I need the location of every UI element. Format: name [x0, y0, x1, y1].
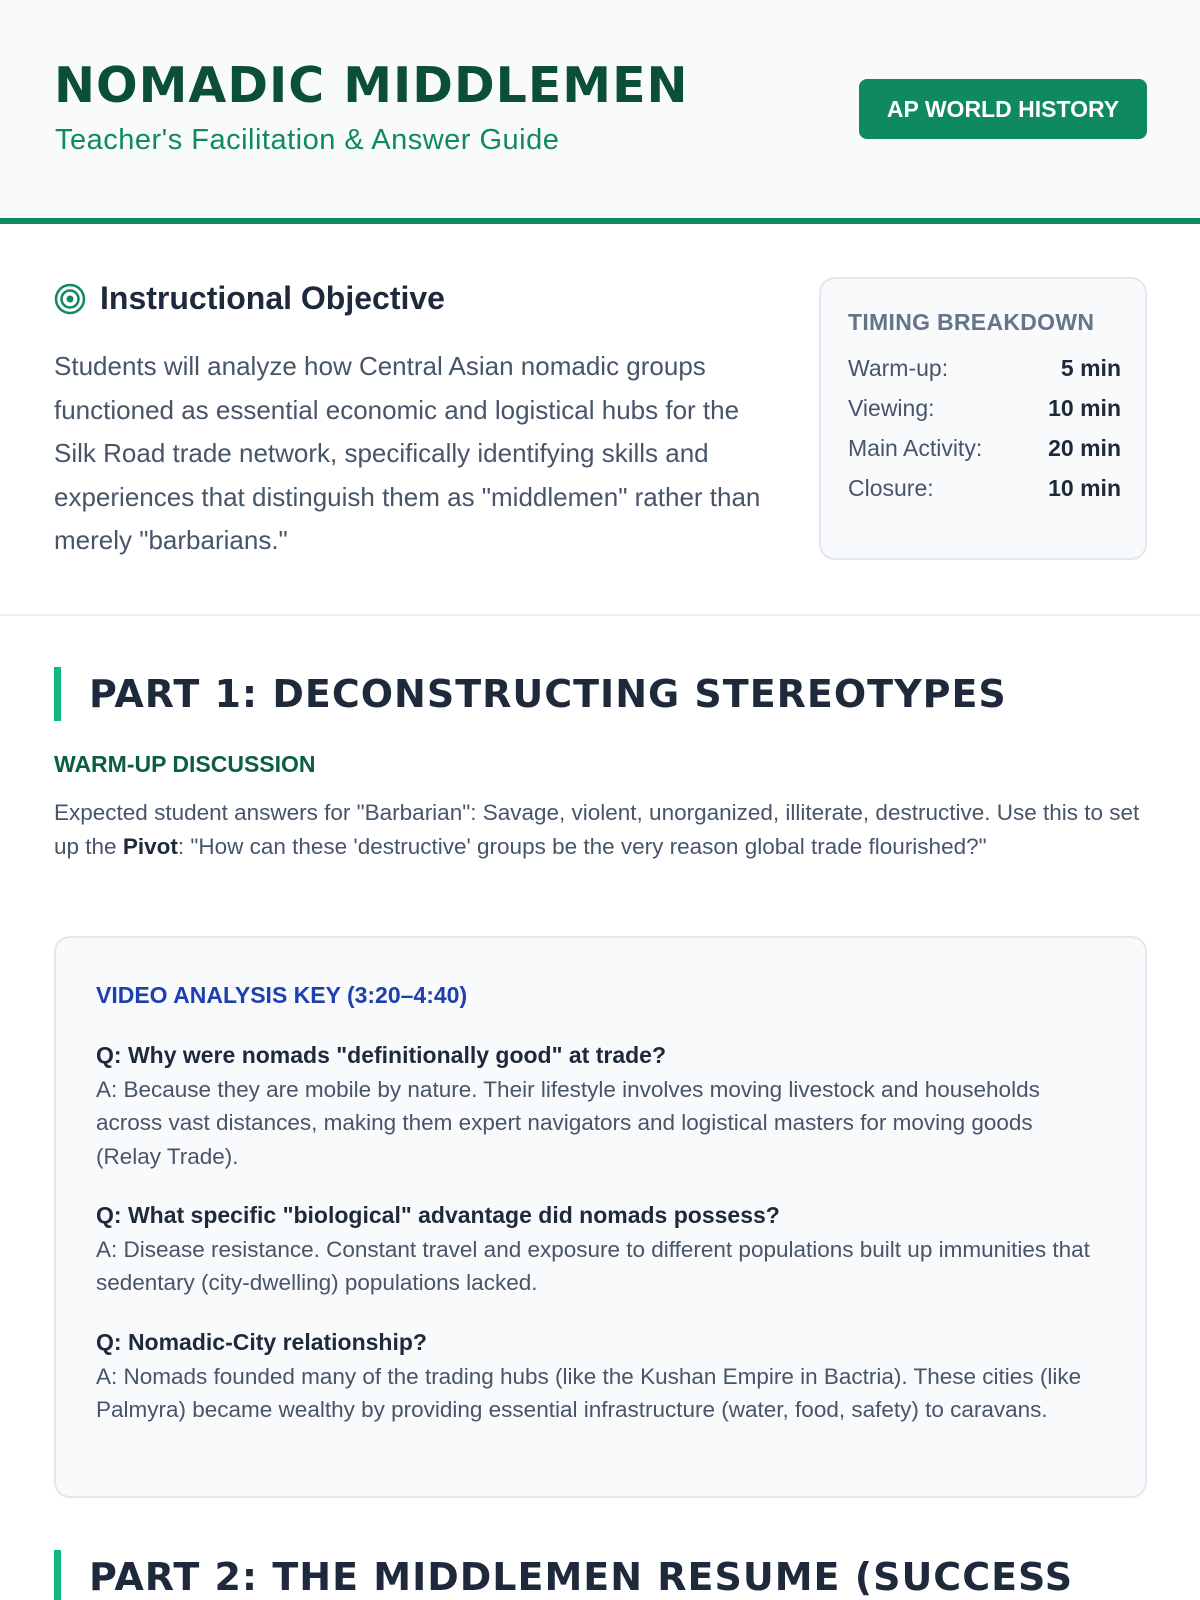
question: Q: What specific "biological" advantage did nomads possess? [96, 1202, 780, 1228]
warmup-text [54, 796, 1149, 863]
target-icon [54, 283, 86, 315]
timing-label: Viewing: [848, 395, 935, 421]
video-key-title: VIDEO ANALYSIS KEY (3:20–4:40) [96, 982, 468, 1008]
timing-label: Main Activity: [848, 435, 983, 461]
timing-value: 20 min [1048, 435, 1121, 461]
timing-label: Warm-up: [848, 355, 949, 381]
pivot-term: Pivot [122, 833, 178, 859]
objective-heading-text: Instructional Objective [100, 280, 445, 316]
video-analysis-key-card [54, 936, 1147, 1498]
qa-item [96, 1326, 1096, 1427]
objective-text: Students will analyze how Central Asian nomadic groups functioned as essential economic and logistical hubs for the Silk Road trade network, specifically identifying skills and experiences that distinguish them as "middlemen" rather than merely "barbarians." [54, 351, 761, 555]
warmup-text-after: : "How can these 'destructive' groups be the very reason global trade flourished?" [177, 833, 987, 859]
timing-row [848, 355, 1121, 382]
section-divider [0, 614, 1200, 616]
timing-card [819, 277, 1147, 560]
answer: A: Disease resistance. Constant travel and exposure to different populations built up immunities that sedentary (city-dwelling) populations lacked. [96, 1236, 1090, 1295]
timing-value: 10 min [1048, 475, 1121, 501]
timing-title: TIMING BREAKDOWN [848, 309, 1095, 335]
timing-label: Closure: [848, 475, 934, 501]
qa-item [96, 1039, 1096, 1173]
timing-value: 5 min [1060, 355, 1121, 381]
part2-heading: PART 2: THE MIDDLEMEN RESUME (SUCCESS [54, 1550, 1073, 1600]
timing-value: 10 min [1048, 395, 1121, 421]
timing-row [848, 475, 1121, 502]
question: Q: Nomadic-City relationship? [96, 1329, 427, 1355]
warmup-title: WARM-UP DISCUSSION [54, 751, 316, 777]
document-subtitle: Teacher's Facilitation & Answer Guide [55, 124, 560, 156]
answer: A: Because they are mobile by nature. Their lifestyle involves moving livestock and households across vast distances, making them expert navigators and logistical masters for moving goods (Relay Trade). [96, 1076, 1040, 1169]
part1-heading: PART 1: DECONSTRUCTING STEREOTYPES [54, 667, 1007, 721]
document-title: NOMADIC MIDDLEMEN [54, 57, 689, 114]
document-header [0, 0, 1200, 224]
warmup-text-before: Expected student answers for "Barbarian": Savage, violent, unorganized, illiterate, destructive. Use this to set up the [54, 800, 1140, 859]
timing-row [848, 435, 1121, 462]
objective-heading [54, 280, 445, 317]
qa-item [96, 1199, 1096, 1300]
answer: A: Nomads founded many of the trading hubs (like the Kushan Empire in Bactria). These cities (like Palmyra) became wealthy by providing essential infrastructure (water, food, safety) to caravans. [96, 1363, 1082, 1422]
question: Q: Why were nomads "definitionally good" at trade? [96, 1042, 667, 1068]
timing-row [848, 395, 1121, 422]
course-badge: AP WORLD HISTORY [859, 79, 1147, 139]
